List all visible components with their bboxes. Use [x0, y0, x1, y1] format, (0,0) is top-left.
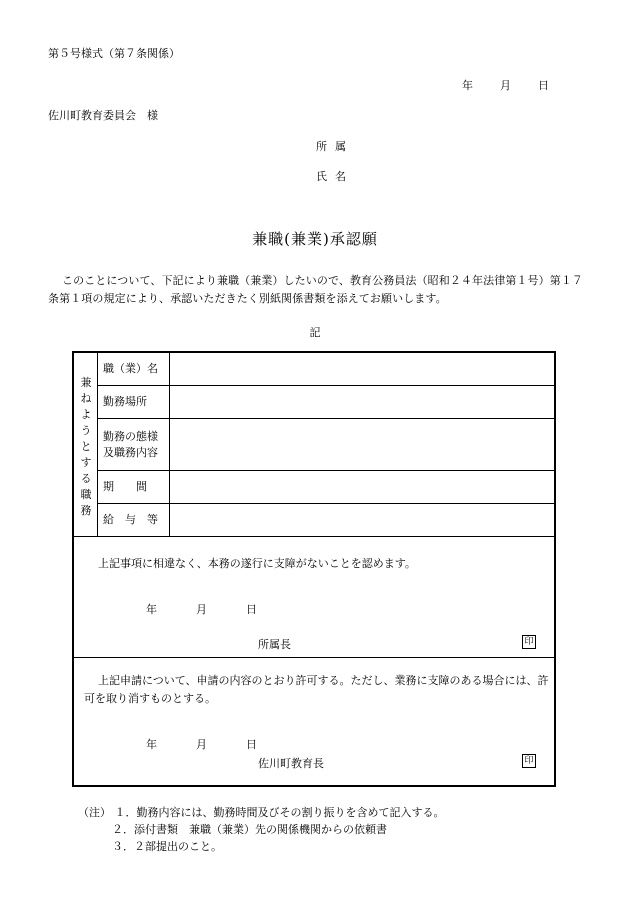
- row-label-cell: [97, 504, 170, 536]
- row-label: 勤務の態様及職務内容: [103, 429, 158, 459]
- row-label: 職（業）名: [103, 362, 158, 375]
- row-label: 勤務場所: [103, 395, 147, 408]
- note-line: [78, 838, 445, 855]
- row-workplace: [97, 386, 554, 419]
- row-label: 給 与 等: [103, 513, 158, 526]
- date-year-label: 年: [462, 79, 473, 92]
- row-salary: [97, 504, 554, 536]
- seal-mark: 印: [522, 754, 536, 768]
- row-label-cell: [97, 353, 170, 385]
- application-table: [72, 351, 556, 787]
- row-label-cell: [97, 471, 170, 503]
- supervisor-approval-section: [74, 537, 554, 658]
- ki-marker: 記: [309, 326, 321, 339]
- duties-vertical-header: [74, 353, 98, 536]
- seal-mark: 印: [522, 635, 536, 649]
- row-label-cell: [97, 386, 170, 418]
- permission-month-label: 月: [196, 738, 207, 751]
- document-title: 兼職(兼業)承認願: [252, 230, 378, 248]
- notes-prefix: （注）: [78, 806, 111, 819]
- note-line: [78, 821, 445, 838]
- note-item: ２．添付書類 兼職（兼業）先の関係機関からの依頼書: [112, 823, 387, 836]
- date-day-label: 日: [538, 79, 549, 92]
- row-job-title: [97, 353, 554, 386]
- affiliation-label: 所属: [316, 140, 354, 153]
- permission-signer: 佐川町教育長: [258, 757, 324, 770]
- approval-statement: 上記事項に相違なく、本務の遂行に支障がないことを認めます。: [98, 557, 416, 570]
- superintendent-permission-section: [74, 658, 554, 785]
- note-item: １．勤務内容には、勤務時間及びその割り振りを含めて記入する。: [114, 806, 445, 819]
- permission-statement: 上記申請について、申請の内容のとおり許可する。ただし、業務に支障のある場合には、許可を取り消すものとする。: [84, 674, 549, 705]
- approval-month-label: 月: [196, 603, 207, 616]
- duties-vertical-label: 兼ねようとする職務: [80, 376, 92, 517]
- date-month-label: 月: [500, 79, 511, 92]
- approval-year-label: 年: [146, 603, 157, 616]
- duties-section: [74, 353, 554, 537]
- note-item: ３．２部提出のこと。: [112, 840, 222, 853]
- form-number: 第５号様式（第７条関係）: [48, 47, 180, 60]
- name-label: 氏名: [316, 170, 354, 183]
- note-line: [78, 804, 445, 821]
- addressee: 佐川町教育委員会 様: [48, 109, 158, 122]
- permission-year-label: 年: [146, 738, 157, 751]
- approval-signer: 所属長: [258, 638, 291, 651]
- row-duty-details: [97, 419, 554, 471]
- notes: [78, 804, 445, 855]
- approval-day-label: 日: [246, 603, 257, 616]
- row-label-cell: [97, 419, 170, 470]
- request-body: このことについて、下記により兼職（兼業）したいので、教育公務員法（昭和２４年法律第１号）第１７条第１項の規定により、承認いただきたく別紙関係書類を添えてお願いします。: [48, 274, 584, 305]
- row-label: 期 間: [103, 480, 147, 493]
- permission-day-label: 日: [246, 738, 257, 751]
- row-period: [97, 471, 554, 504]
